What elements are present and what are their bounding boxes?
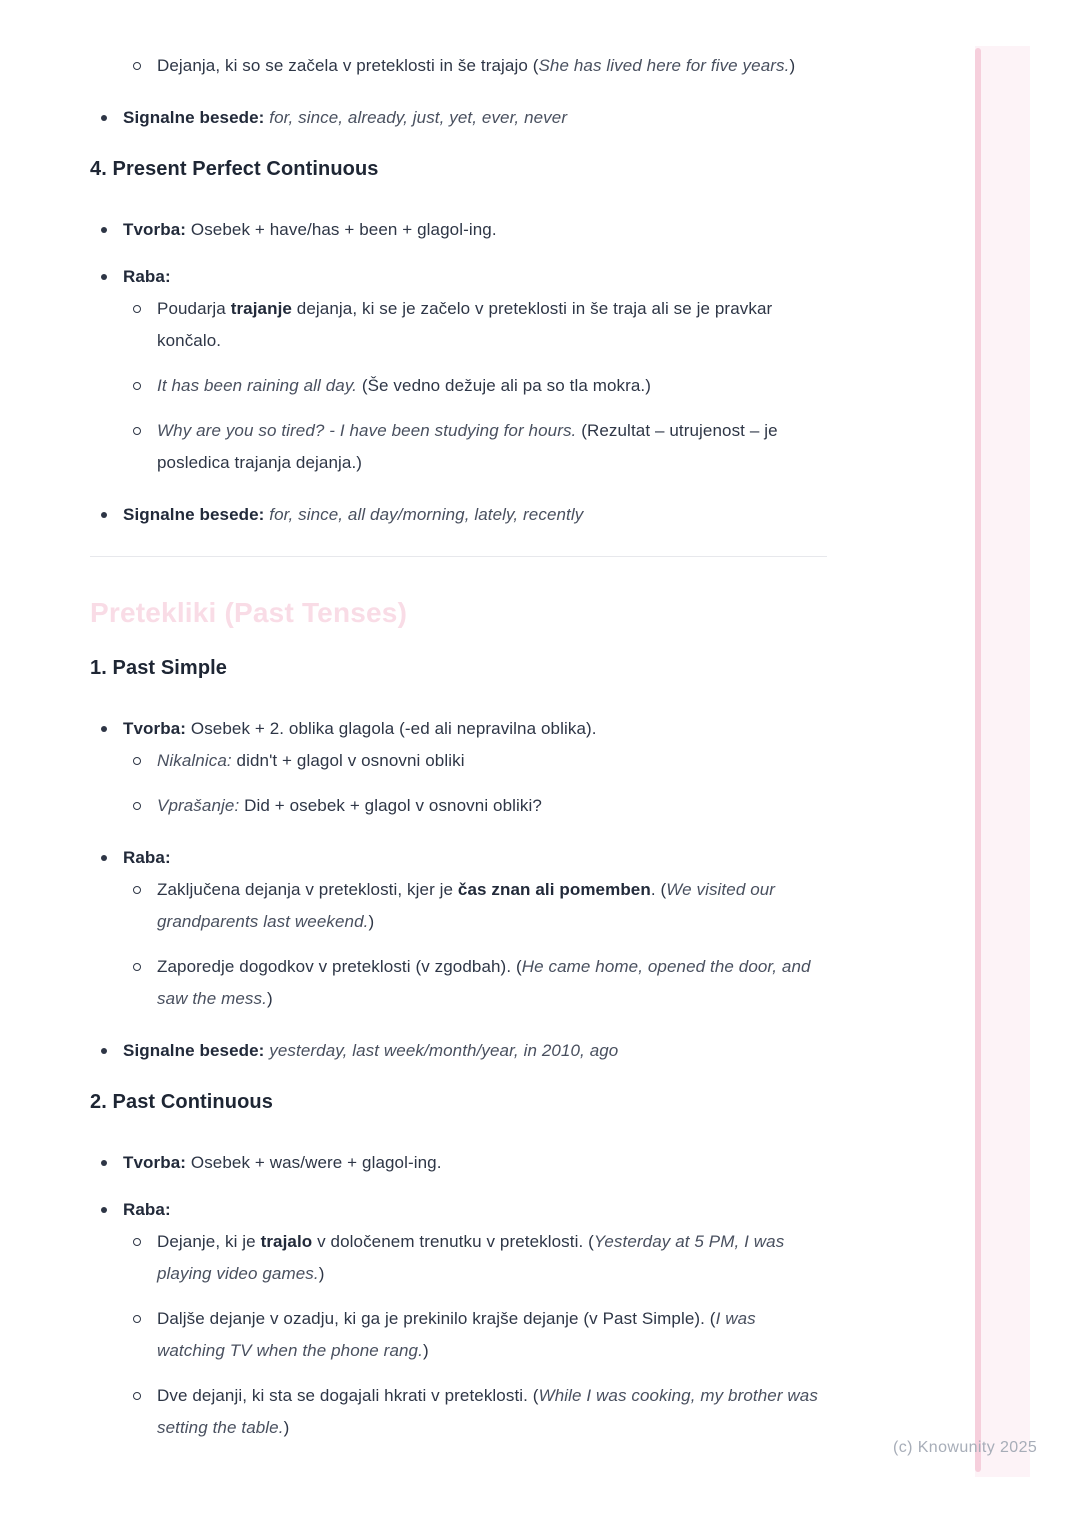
list-item-text: Dve dejanji, ki sta se dogajali hkrati v preteklosti. ( [157, 1386, 539, 1405]
bullet-dot-icon [101, 115, 107, 121]
list-item-text: Poudarja [157, 299, 231, 318]
bullet-circle-icon [133, 1392, 141, 1400]
raba-label: Raba: [123, 1200, 171, 1219]
example-sentence: It has been raining all day. [157, 376, 358, 395]
list-item [90, 1035, 827, 1067]
list-item-text: (Rezultat – utrujenost – je posledica trajanja dejanja.) [157, 421, 778, 472]
example-sentence: While I was cooking, my brother was setting the table. [157, 1386, 818, 1437]
list-item-text: Dejanje, ki je [157, 1232, 261, 1251]
raba-label: Raba: [123, 848, 171, 867]
list-item [90, 1303, 827, 1367]
list-item [90, 499, 827, 531]
bullet-circle-icon [133, 427, 141, 435]
list-item [90, 50, 827, 82]
tvorba-label: Tvorba: [123, 1153, 191, 1172]
signal-words-list: for, since, all day/morning, lately, recently [269, 505, 584, 524]
list-item [90, 370, 827, 402]
list-item [90, 790, 827, 822]
list-item-text: Zaključena dejanja v preteklosti, kjer je [157, 880, 458, 899]
list-item-text: ) [789, 56, 796, 75]
heading-past-simple: 1. Past Simple [90, 657, 228, 679]
example-sentence: I was watching TV when the phone rang. [157, 1309, 756, 1360]
list-item [90, 293, 827, 357]
list-item [90, 214, 827, 246]
emphasis-text: trajanje [230, 299, 292, 318]
list-item-text: v določenem trenutku v preteklosti. ( [312, 1232, 594, 1251]
signal-words-list: for, since, already, just, yet, ever, never [269, 108, 568, 127]
bullet-circle-icon [133, 305, 141, 313]
list-item [90, 1226, 827, 1290]
emphasis-text: trajalo [260, 1232, 313, 1251]
bullet-dot-icon [101, 1160, 107, 1166]
list-item [90, 713, 827, 745]
signal-words-label: Signalne besede: [123, 1041, 270, 1060]
section-divider [90, 556, 827, 557]
example-sentence: Yesterday at 5 PM, I was playing video games. [157, 1232, 785, 1283]
bullet-circle-icon [133, 802, 141, 810]
list-item [90, 1380, 827, 1444]
list-item [90, 842, 827, 874]
document-content [90, 50, 827, 1457]
bullet-circle-icon [133, 1315, 141, 1323]
list-item-text: didn't + glagol v osnovni obliki [231, 751, 465, 770]
list-item-text: ) [422, 1341, 429, 1360]
bullet-dot-icon [101, 227, 107, 233]
bullet-circle-icon [133, 1238, 141, 1246]
list-item-text: ) [266, 989, 273, 1008]
bullet-circle-icon [133, 757, 141, 765]
tvorba-label: Tvorba: [123, 719, 191, 738]
list-item-text: ) [283, 1418, 290, 1437]
bullet-circle-icon [133, 382, 141, 390]
signal-words-list: yesterday, last week/month/year, in 2010, ago [269, 1041, 619, 1060]
list-item [90, 1147, 827, 1179]
raba-label: Raba: [123, 267, 171, 286]
bullet-dot-icon [101, 274, 107, 280]
bullet-dot-icon [101, 1207, 107, 1213]
list-item-text: Dejanja, ki so se začela v preteklosti in še trajajo ( [157, 56, 539, 75]
vprasanje-label: Vprašanje: [157, 796, 240, 815]
list-item-text: (Še vedno dežuje ali pa so tla mokra.) [357, 376, 652, 395]
scrollbar-track [975, 46, 1030, 1477]
signal-words-label: Signalne besede: [123, 505, 270, 524]
bullet-circle-icon [133, 62, 141, 70]
bullet-dot-icon [101, 726, 107, 732]
scrollbar-thumb[interactable] [975, 48, 981, 1472]
list-item-text: Did + osebek + glagol v osnovni obliki? [239, 796, 542, 815]
tvorba-text: Osebek + was/were + glagol-ing. [190, 1153, 442, 1172]
list-item [90, 745, 827, 777]
list-item-text: dejanja, ki se je začelo v preteklosti in še traja ali se je pravkar končalo. [157, 299, 773, 350]
heading-past-continuous: 2. Past Continuous [90, 1091, 273, 1113]
list-item [90, 415, 827, 479]
copyright-watermark: (c) Knowunity 2025 [893, 1439, 1038, 1456]
list-item-text: . ( [650, 880, 667, 899]
list-item-text: ) [318, 1264, 325, 1283]
tvorba-text: Osebek + have/has + been + glagol-ing. [190, 220, 497, 239]
nikalnica-label: Nikalnica: [157, 751, 232, 770]
list-item-text: Zaporedje dogodkov v preteklosti (v zgodbah). ( [157, 957, 522, 976]
heading-present-perfect-continuous: 4. Present Perfect Continuous [90, 158, 379, 180]
list-item [90, 874, 827, 938]
bullet-dot-icon [101, 855, 107, 861]
list-item [90, 1194, 827, 1226]
emphasis-text: čas znan ali pomemben [457, 880, 651, 899]
example-sentence: Why are you so tired? - I have been studying for hours. [157, 421, 577, 440]
tvorba-label: Tvorba: [123, 220, 191, 239]
example-sentence: She has lived here for five years. [538, 56, 790, 75]
bullet-circle-icon [133, 963, 141, 971]
list-item [90, 261, 827, 293]
list-item [90, 102, 827, 134]
tvorba-text: Osebek + 2. oblika glagola (-ed ali nepravilna oblika). [190, 719, 597, 738]
heading-past-tenses: Pretekliki (Past Tenses) [90, 597, 408, 628]
example-sentence: We visited our grandparents last weekend. [157, 880, 776, 931]
example-sentence: He came home, opened the door, and saw the mess. [157, 957, 811, 1008]
list-item-text: ) [368, 912, 375, 931]
list-item-text: Daljše dejanje v ozadju, ki ga je prekinilo krajše dejanje (v Past Simple). ( [157, 1309, 716, 1328]
list-item [90, 951, 827, 1015]
bullet-dot-icon [101, 1048, 107, 1054]
signal-words-label: Signalne besede: [123, 108, 270, 127]
bullet-circle-icon [133, 886, 141, 894]
bullet-dot-icon [101, 512, 107, 518]
